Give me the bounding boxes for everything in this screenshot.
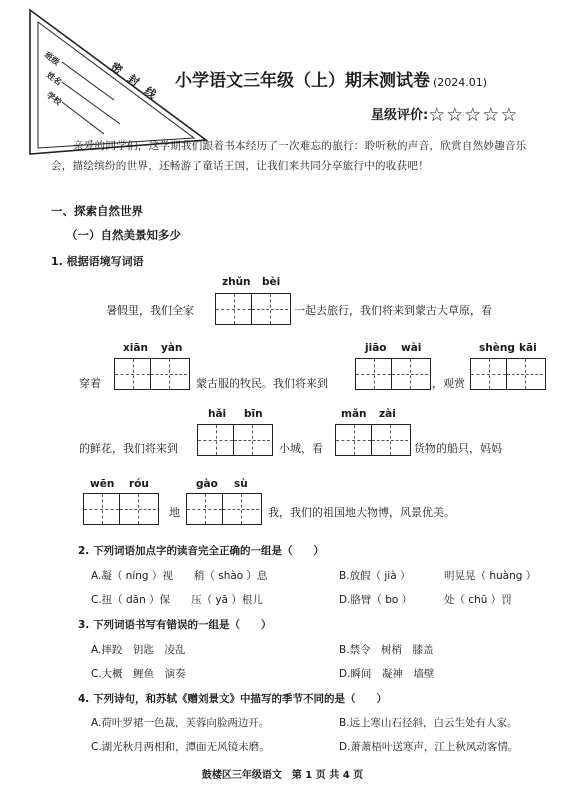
intro-paragraph: 亲爱的同学们，这学期我们跟着书本经历了一次难忘的旅行：聆听秋的声音，欣赏自然妙趣音乐会，描绘缤纷的世界，还畅游了童话王国，让我们来共同分享旅行中的收获吧！ [51, 140, 527, 172]
passage-row2-b: 蒙古服的牧民。我们将来到 [196, 377, 328, 390]
q3-option-c[interactable]: C.大概 鲤鱼 演奏 [91, 668, 186, 680]
pinyin-zai: zài [379, 408, 396, 420]
pinyin-bin: bīn [244, 408, 263, 420]
q2-option-d-word[interactable]: D.胳臂（ bo ） [339, 594, 413, 606]
pinyin-bei: bèi [262, 276, 281, 288]
section-1-subtitle: （一）自然美景知多少 [66, 228, 181, 242]
q2-option-d-word2: 处（ chū ）罚 [444, 594, 512, 606]
question-2-title: 2. 下列词语加点字的读音完全正确的一组是（ ） [78, 545, 324, 557]
pinyin-wai: wài [401, 342, 422, 354]
q2-option-a[interactable]: A.凝（ níng ）视 稍（ shào ）息 [91, 570, 268, 582]
pinyin-rou: róu [129, 478, 149, 490]
q3-option-b[interactable]: B.禁令 树梢 膝盖 [339, 644, 434, 656]
answer-grid-manzai[interactable] [335, 424, 411, 456]
exam-title-text: 小学语文三年级（上）期末测试卷 [175, 71, 430, 91]
question-3-title: 3. 下列词语书写有错误的一组是（ ） [78, 619, 272, 631]
passage-row3-b: 小城，看 [279, 442, 323, 455]
pinyin-gao: gào [196, 478, 218, 490]
exam-date: (2024.01) [433, 76, 488, 89]
passage-row3-a: 的鲜花，我们将来到 [79, 442, 178, 455]
pinyin-jiao: jiāo [365, 342, 387, 354]
exam-title [175, 66, 487, 91]
q3-option-a[interactable]: A.摔跤 钥匙 凌乱 [91, 644, 186, 656]
q4-option-d[interactable]: D.萧萧梧叶送寒声，江上秋风动客情。 [339, 741, 519, 753]
class-line [62, 62, 114, 100]
pinyin-zhun: zhǔn [222, 276, 251, 288]
class-label: 班级 [42, 50, 62, 68]
answer-grid-jiaowai[interactable] [355, 358, 431, 390]
passage-row1-b: 一起去旅行，我们将来到蒙古大草原，看 [294, 304, 492, 317]
seal-line-text: 密 封 线 [108, 59, 161, 104]
school-label: 学校 [44, 90, 64, 108]
pinyin-sheng: shèng [479, 342, 515, 354]
pinyin-yan: yàn [161, 342, 183, 354]
pinyin-kai: kāi [519, 342, 537, 354]
passage-row2-c: ，观赏 [432, 377, 465, 390]
star-rating [371, 104, 518, 126]
passage-row3-c: 货物的船只，妈妈 [414, 442, 502, 455]
rating-label: 星级评价: [371, 108, 429, 123]
school-line [62, 102, 104, 134]
question-4-title: 4. 下列诗句，和苏轼《赠刘景文》中描写的季节不同的是（ ） [78, 693, 387, 705]
q2-option-c[interactable]: C.扭（ dān ）保 压（ yā ）根儿 [91, 594, 263, 606]
star-icons: ☆☆☆☆☆ [428, 104, 519, 126]
pinyin-hai: hǎi [208, 408, 227, 420]
q4-option-b[interactable]: B.远上寒山石径斜，白云生处有人家。 [339, 717, 518, 729]
section-1-title: 一、探索自然世界 [51, 204, 143, 218]
passage-row2-a: 穿着 [79, 377, 101, 390]
passage-row4-a: 地 [169, 506, 180, 519]
pinyin-wen: wēn [90, 478, 115, 490]
pinyin-su: sù [234, 478, 248, 490]
question-1-title: 1. 根据语境写词语 [51, 255, 144, 268]
answer-grid-shengkai[interactable] [470, 358, 546, 390]
answer-grid-gaosu[interactable] [186, 493, 262, 525]
answer-grid-wenrou[interactable] [83, 493, 159, 525]
q2-option-b-word[interactable]: B.放假（ jià ） [339, 570, 411, 582]
passage-row4-b: 我，我们的祖国地大物博，风景优美。 [268, 506, 455, 519]
answer-grid-zhunbei[interactable] [215, 293, 291, 325]
q4-option-a[interactable]: A.荷叶罗裙一色裁，芙蓉向脸两边开。 [91, 717, 270, 729]
answer-grid-xianyan[interactable] [114, 358, 190, 390]
name-label: 姓名 [44, 70, 64, 88]
q4-option-c[interactable]: C.湖光秋月两相和，潭面无风镜未磨。 [91, 741, 270, 753]
q3-option-d[interactable]: D.瞬间 凝神 墙壁 [339, 668, 435, 680]
q2-option-b-word2: 明晃晃（ huàng ） [444, 570, 537, 582]
passage-row1-a: 暑假里，我们全家 [106, 304, 194, 317]
name-line [62, 82, 120, 124]
pinyin-xian: xiān [123, 342, 148, 354]
answer-grid-haibin[interactable] [197, 424, 273, 456]
page-footer: 鼓楼区三年级语文 第 1 页 共 4 页 [201, 770, 364, 781]
pinyin-man: mǎn [341, 408, 367, 420]
